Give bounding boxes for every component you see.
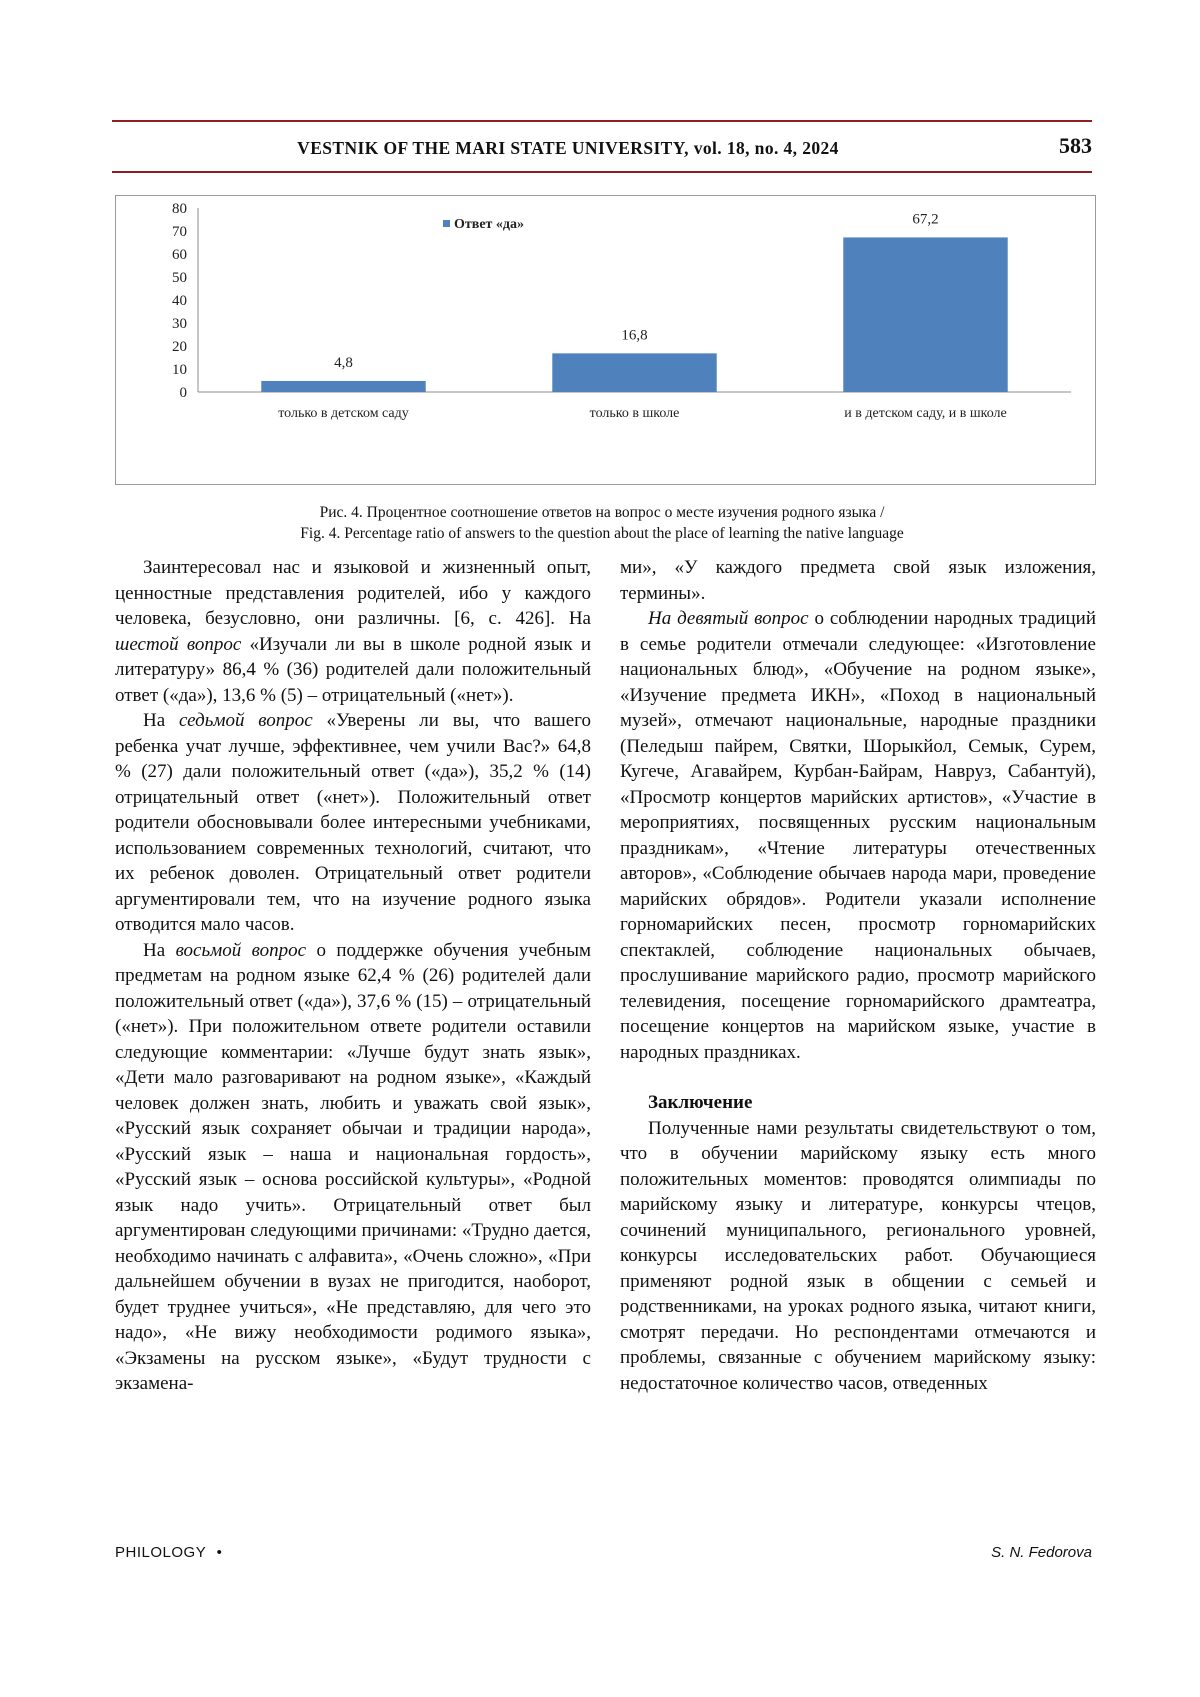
bar-chart (115, 195, 1096, 485)
data-label: 16,8 (621, 327, 648, 344)
bar (552, 353, 716, 392)
x-tick-label: только в школе (589, 406, 680, 421)
chart-canvas (116, 196, 1095, 484)
legend-label: Ответ «да» (454, 217, 524, 232)
left-column (115, 555, 591, 1397)
header-rule-top (112, 120, 1092, 122)
y-tick-label: 70 (172, 224, 187, 240)
y-tick-label: 30 (172, 316, 187, 332)
legend-swatch (443, 220, 450, 227)
y-tick-label: 20 (172, 339, 187, 355)
figure-caption (112, 502, 1092, 544)
paragraph-sixth-question: Заинтересовал нас и языковой и жизненный опыт, ценностные представления родителей, ибо у каждого человека, безусловно, они различны. [6, с. 426]. На шестой вопрос «Изучали ли вы в школе родной язык и литературу» 86,4 % (36) родителей дали положительный ответ («да»), 13,6 % (5) – отрицательный («нет»). (115, 557, 591, 706)
data-label: 4,8 (334, 354, 353, 371)
y-tick-label: 0 (179, 385, 187, 401)
y-tick-label: 80 (172, 201, 187, 217)
footer-author: S. N. Fedorova (991, 1544, 1092, 1561)
y-tick-label: 40 (172, 293, 187, 309)
paragraph-ninth-question: На девятый вопрос о соблюдении народных традиций в семье родители отмечали следующее: «Изготовление национальных блюд», «Обучение на родном языке», «Изучение предмета ИКН», «Поход в национальный музей», отмечают национальные, народные праздники (Пеледыш пайрем, Святки, Шорыкйол, Семык, Сурем, Кугече, Агавайрем, Курбан-Байрам, Навруз, Сабантуй), «Просмотр концертов марийских артистов», «Участие в мероприятиях, посвященных русским национальным праздникам», «Чтение литературы отечественных авторов», «Соблюдение обычаев народа мари, проведение марийских обрядов». Родители указали исполнение горномарийских песен, просмотр горномарийских спектаклей, соблюдение национальных обычаев, прослушивание марийского радио, просмотр марийского телевидения, посещение горномарийского драмтеатра, посещение концертов на марийском языке, участие в народных праздниках. (620, 608, 1096, 1063)
caption-ru: Рис. 4. Процентное соотношение ответов на вопрос о месте изучения родного языка / (319, 504, 885, 521)
x-tick-label: и в детском саду, и в школе (844, 406, 1007, 421)
bar (261, 381, 425, 392)
y-tick-label: 60 (172, 247, 187, 263)
journal-title: VESTNIK OF THE MARI STATE UNIVERSITY, vol. 18, no. 4, 2024 (297, 138, 839, 158)
x-tick-label: только в детском саду (278, 406, 409, 421)
footer-section-label: PHILOLOGY (115, 1544, 206, 1561)
section-title-conclusion: Заключение (648, 1092, 753, 1113)
footer-bullet: • (216, 1544, 223, 1561)
y-tick-label: 10 (172, 362, 187, 378)
header-rule-bottom (112, 171, 1092, 173)
data-label: 67,2 (912, 211, 939, 228)
paragraph-conclusion: Полученные нами результаты свидетельствуют о том, что в обучении марийскому языку есть много положительных моментов: проводятся олимпиады по марийскому языку и литературе, конкурсы чтецов, сочинений муниципального, регионального уровней, конкурсы исследовательских работ. Обучающиеся применяют родной язык в общении с семьей и родственниками, на уроках родного языка, читают книги, смотрят передачи. Но респондентами отмечаются и проблемы, связанные с обучением марийскому языку: недостаточное количество часов, отведенных (620, 1117, 1096, 1394)
paragraph-eighth-question: На восьмой вопрос о поддержке обучения учебным предметам на родном языке 62,4 % (26) родителей дали положительный ответ («да»), 37,6 % (15) – отрицательный («нет»). При положительном ответе родители оставили следующие комментарии: «Лучше будут знать язык», «Дети мало разговаривают на родном языке», «Каждый человек должен знать, любить и уважать свой язык», «Русский язык сохраняет обычаи и традиции народа», «Русский язык – наша и национальная гордость», «Русский язык – основа российской культуры», «Родной язык надо учить». Отрицательный ответ был аргументирован следующими причинами: «Трудно дается, необходимо начинать с алфавита», «Очень сложно», «При дальнейшем обучении в вузах не пригодится, наоборот, будет труднее учиться», «Не представляю, для чего это надо», «Не вижу необходимости родимого языка», «Экзамены на русском языке», «Будут трудности с экзамена- (115, 939, 592, 1394)
bar (843, 237, 1007, 392)
page-number: 583 (1059, 133, 1092, 158)
caption-en: Fig. 4. Percentage ratio of answers to the question about the place of learning the native language (300, 525, 904, 542)
paragraph-seventh-question: На седьмой вопрос «Уверены ли вы, что вашего ребенка учат лучше, эффективнее, чем учили Вас?» 64,8 % (27) дали положительный ответ («да»), 35,2 % (14) отрицательный ответ («нет»). Положительный ответ родители обосновывали более интересными учебниками, использованием современных технологий, считают, что их ребенок доволен. Отрицательный ответ родители аргументировали тем, что на изучение родного языка отводится мало часов. (115, 710, 591, 935)
y-tick-label: 50 (172, 270, 187, 286)
right-column (620, 555, 1096, 1396)
footer-section (115, 1544, 222, 1561)
paragraph-continuation: ми», «У каждого предмета свой язык изложения, термины». (620, 557, 1096, 604)
